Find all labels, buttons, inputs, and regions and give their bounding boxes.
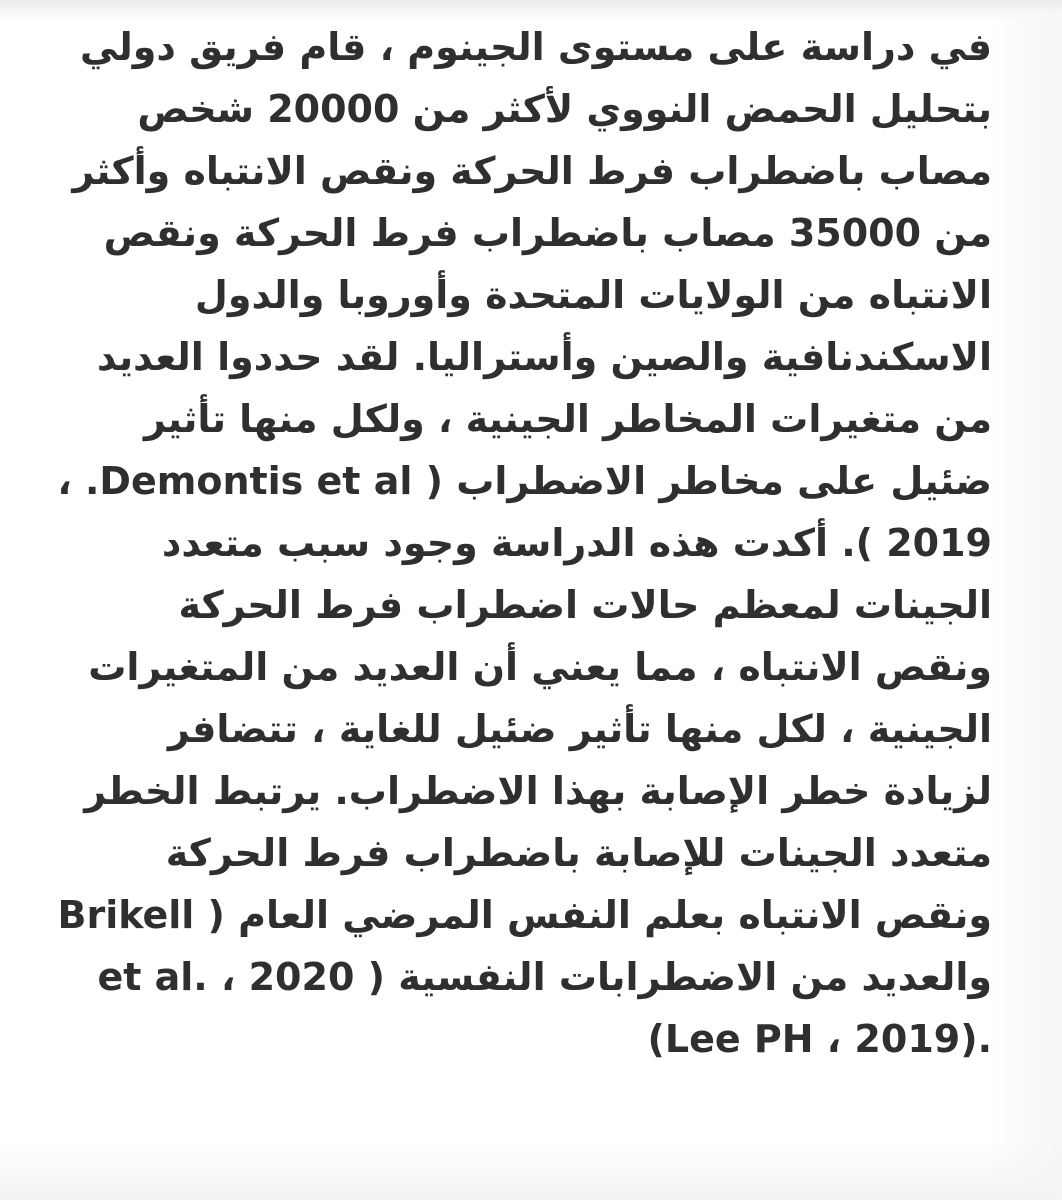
text-line: et al. ، 2020 ) والعديد من الاضطرابات النفسية [97, 955, 992, 999]
text-line: من متغيرات المخاطر الجينية ، ولكل منها تأثير [144, 397, 992, 441]
text-line: بتحليل الحمض النووي لأكثر من 20000 شخص [137, 87, 992, 131]
text-line: (Lee PH ، 2019). [647, 1017, 992, 1061]
text-line: 2019 ). أكدت هذه الدراسة وجود سبب متعدد [161, 521, 992, 565]
text-line: لزيادة خطر الإصابة بهذا الاضطراب. يرتبط الخطر [84, 769, 992, 813]
text-line: الاسكندنافية والصين وأستراليا. لقد حددوا العديد [96, 335, 992, 379]
text-line: ضئيل على مخاطر الاضطراب ( Demontis et al. ، [57, 459, 992, 503]
article-text [57, 16, 992, 1070]
text-line: ونقص الانتباه ، مما يعني أن العديد من المتغيرات [88, 645, 992, 689]
text-line: الجينية ، لكل منها تأثير ضئيل للغاية ، تتضافر [167, 707, 992, 751]
text-line: من 35000 مصاب باضطراب فرط الحركة ونقص [103, 211, 992, 255]
text-line: في دراسة على مستوى الجينوم ، قام فريق دولي [80, 25, 992, 69]
text-line: مصاب باضطراب فرط الحركة ونقص الانتباه وأكثر [72, 149, 992, 193]
bottom-edge-shadow [0, 1140, 1062, 1200]
text-line: ونقص الانتباه بعلم النفس المرضي العام ( Brikell [57, 893, 992, 937]
text-line: الجينات لمعظم حالات اضطراب فرط الحركة [178, 583, 992, 627]
text-line: الانتباه من الولايات المتحدة وأوروبا والدول [194, 273, 992, 317]
text-line: متعدد الجينات للإصابة باضطراب فرط الحركة [165, 831, 992, 875]
